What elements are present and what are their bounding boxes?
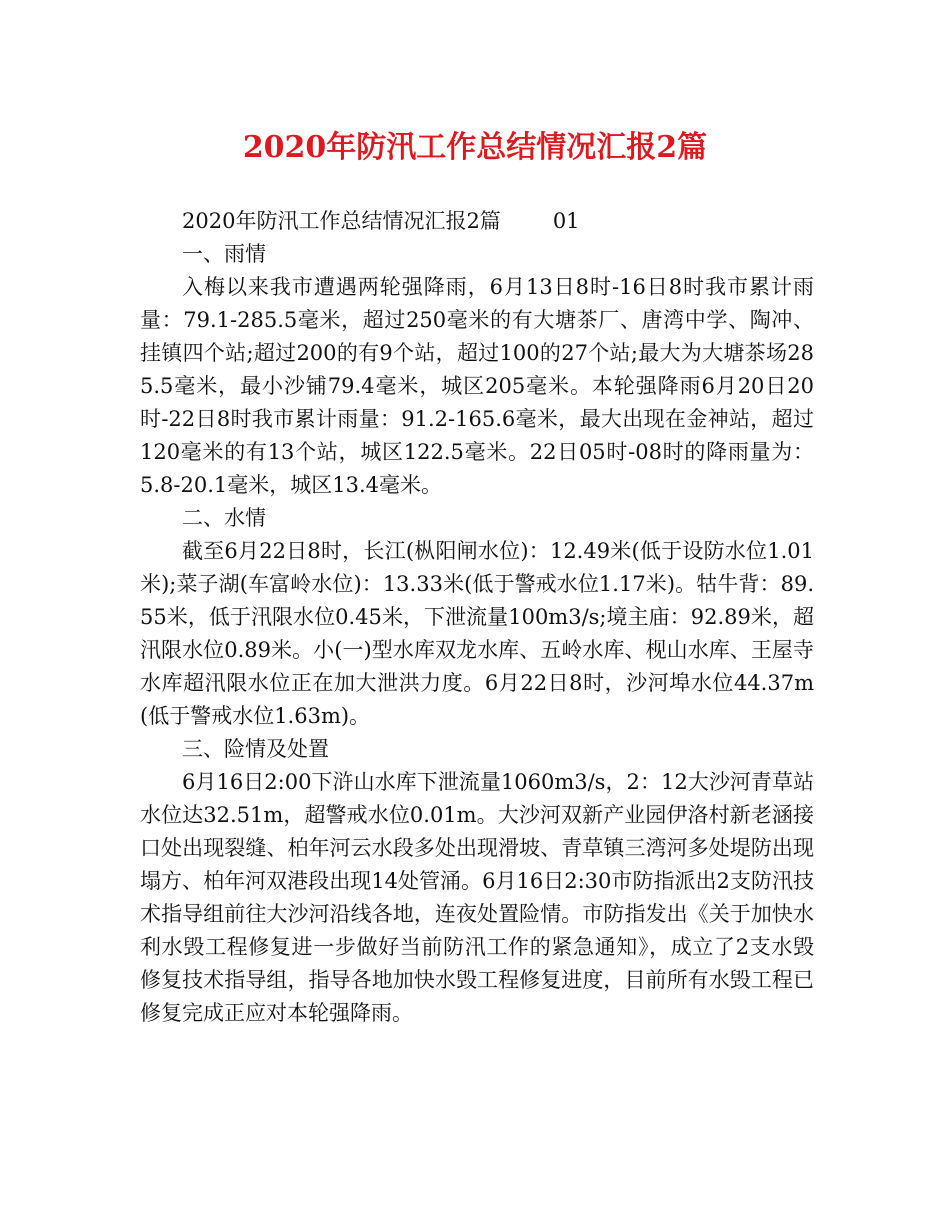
section-paragraph-rain: 入梅以来我市遭遇两轮强降雨，6月13日8时-16日8时我市累计雨量：79.1-285.5毫米，超过250毫米的有大塘茶厂、唐湾中学、陶冲、挂镇四个站;超过200的有9个站，超过100的27个站;最大为大塘茶场285.5毫米，最小沙铺79.4毫米，城区205毫米。本轮强降雨6月20日20时-22日8时我市累计雨量：91.2-165.6毫米，最大出现在金神站，超过120毫米的有13个站，城区122.5毫米。22日05时-08时的降雨量为：5.8-20.1毫米，城区13.4毫米。	[140, 275, 814, 497]
subtitle-number: 01	[552, 209, 580, 233]
section-paragraph-water: 截至6月22日8时，长江(枞阳闸水位)：12.49米(低于设防水位1.01米);菜子湖(车富岭水位)：13.33米(低于警戒水位1.17米)。牯牛背：89.55米，低于汛限水位0.45米，下泄流量100m3/s;境主庙：92.89米，超汛限水位0.89米。小(一)型水库双龙水库、五岭水库、枧山水库、王屋寺水库超汛限水位正在加大泄洪力度。6月22日8时，沙河埠水位44.37m(低于警戒水位1.63m)。	[140, 539, 814, 728]
section-paragraph-danger: 6月16日2:00下浒山水库下泄流量1060m3/s，2：12大沙河青草站水位达32.51m，超警戒水位0.01m。大沙河双新产业园伊洛村新老涵接口处出现裂缝、柏年河云水段多处出现滑坡、青草镇三湾河多处堤防出现塌方、柏年河双港段出现14处管涌。6月16日2:30市防指派出2支防汛技术指导组前往大沙河沿线各地，连夜处置险情。市防指发出《关于加快水利水毁工程修复进一步做好当前防汛工作的紧急通知》，成立了2支水毁修复技术指导组，指导各地加快水毁工程修复进度，目前所有水毁工程已修复完成正应对本轮强降雨。	[140, 770, 814, 1025]
section-heading-rain: 一、雨情	[182, 242, 266, 266]
section-heading-water: 二、水情	[182, 506, 266, 530]
document-title: 2020年防汛工作总结情况汇报2篇	[242, 130, 708, 165]
section-heading-danger: 三、险情及处置	[182, 737, 329, 761]
document-subtitle	[140, 205, 814, 238]
subtitle-text: 2020年防汛工作总结情况汇报2篇	[182, 209, 501, 233]
document-body	[140, 205, 814, 1030]
